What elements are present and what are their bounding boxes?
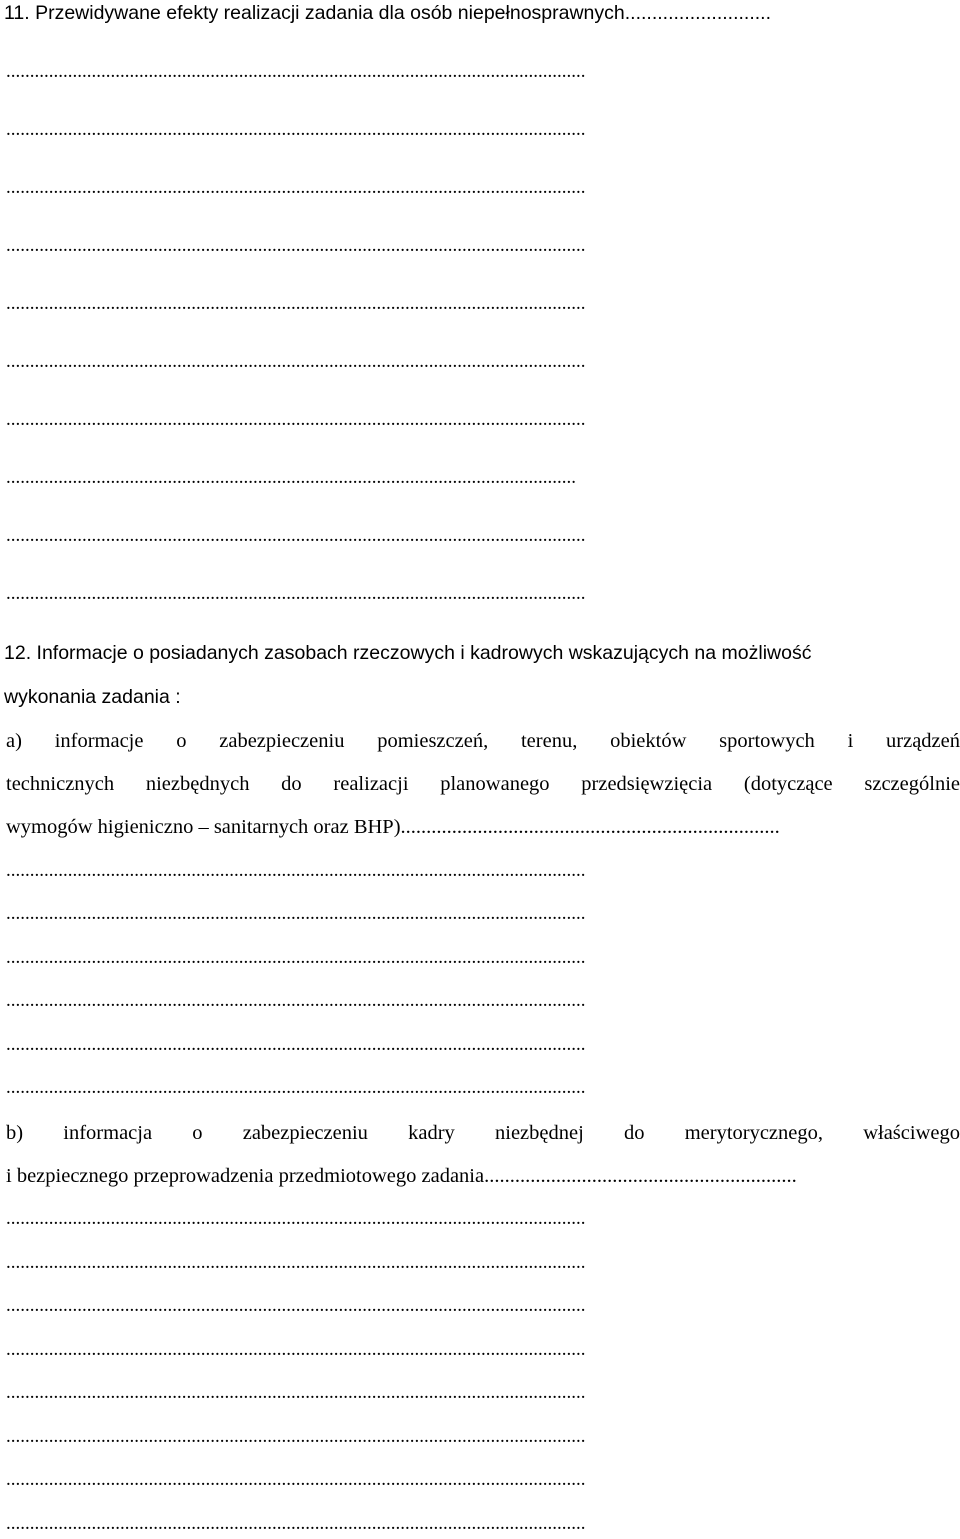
answer-line[interactable]: .......................................................................................................................... bbox=[6, 1470, 586, 1489]
answer-line[interactable]: .......................................................................................................................... bbox=[6, 1514, 586, 1533]
answer-line[interactable]: .......................................................................................................................... bbox=[6, 352, 586, 371]
answer-line[interactable]: .......................................................................................................................... bbox=[6, 62, 586, 81]
section-11-heading: 11. Przewidywane efekty realizacji zadania dla osób niepełnosprawnych........................... bbox=[4, 2, 772, 24]
answer-line[interactable]: .......................................................................................................................... bbox=[6, 294, 586, 313]
answer-line[interactable]: .......................................................................................................................... bbox=[6, 584, 586, 603]
part-a-text-line-2: technicznych niezbędnych do realizacji planowanego przedsięwzięcia (dotyczące szczególnie bbox=[6, 773, 960, 795]
part-a-text-line-1: a) informacje o zabezpieczeniu pomieszczeń, terenu, obiektów sportowych i urządzeń bbox=[6, 730, 960, 752]
answer-line[interactable]: .......................................................................................................................... bbox=[6, 120, 586, 139]
answer-line[interactable]: .......................................................................................................................... bbox=[6, 178, 586, 197]
part-a-text-line-3: wymogów higieniczno – sanitarnych oraz BHP).......................................................................... bbox=[6, 817, 780, 838]
part-b-text-line-1: b) informacja o zabezpieczeniu kadry niezbędnej do merytorycznego, właściwego bbox=[6, 1122, 960, 1144]
answer-line[interactable]: .......................................................................................................................... bbox=[6, 948, 586, 967]
answer-line[interactable]: .......................................................................................................................... bbox=[6, 904, 586, 923]
answer-line[interactable]: .......................................................................................................................... bbox=[6, 526, 586, 545]
answer-line[interactable]: .......................................................................................................................... bbox=[6, 410, 586, 429]
answer-line[interactable]: .......................................................................................................................... bbox=[6, 861, 586, 880]
answer-line[interactable]: .......................................................................................................................... bbox=[6, 991, 586, 1010]
answer-line[interactable]: .......................................................................................................................... bbox=[6, 1209, 586, 1228]
section-12-heading: 12. Informacje o posiadanych zasobach rzeczowych i kadrowych wskazujących na możliwość bbox=[4, 642, 812, 664]
answer-line[interactable]: .......................................................................................................................... bbox=[6, 1427, 586, 1446]
part-b-text-line-2: i bezpiecznego przeprowadzenia przedmiotowego zadania............................................................. bbox=[6, 1166, 797, 1187]
answer-line[interactable]: .......................................................................................................................... bbox=[6, 1035, 586, 1054]
answer-line[interactable]: ........................................................................................................................ bbox=[6, 468, 576, 487]
section-12-heading-cont: wykonania zadania : bbox=[4, 688, 181, 708]
answer-line[interactable]: .......................................................................................................................... bbox=[6, 1340, 586, 1359]
answer-line[interactable]: .......................................................................................................................... bbox=[6, 1383, 586, 1402]
answer-line[interactable]: .......................................................................................................................... bbox=[6, 1296, 586, 1315]
answer-line[interactable]: .......................................................................................................................... bbox=[6, 236, 586, 255]
answer-line[interactable]: .......................................................................................................................... bbox=[6, 1253, 586, 1272]
answer-line[interactable]: .......................................................................................................................... bbox=[6, 1078, 586, 1097]
